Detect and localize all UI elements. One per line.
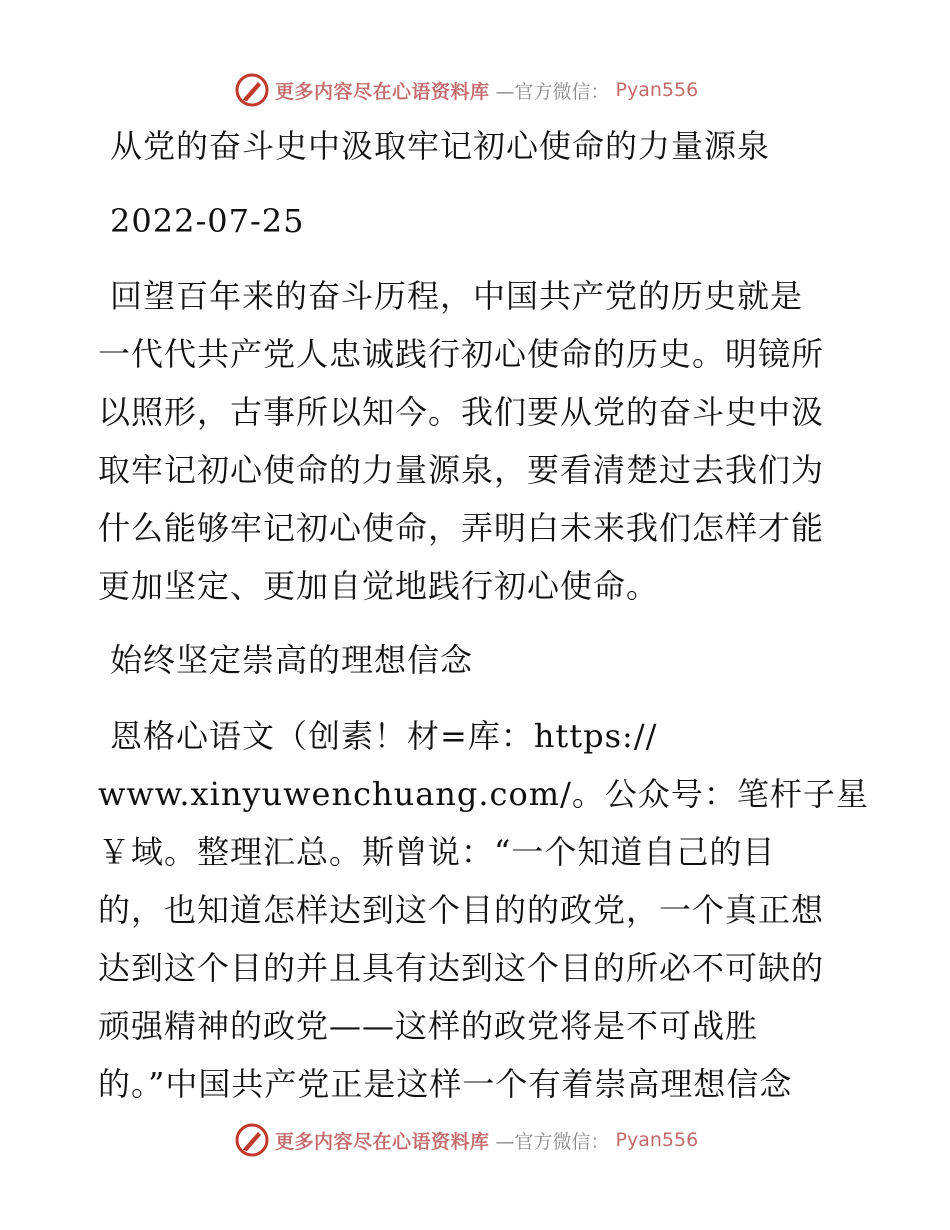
para2-line: 的，也知道怎样达到这个目的的政党，一个真正想 (98, 891, 825, 929)
para2-line: 达到这个目的并且具有达到这个目的所必不可缺的 (98, 949, 825, 987)
para2-line: ￥域。整理汇总。斯曾说：“一个知道自己的目 (98, 833, 776, 871)
banner-main-text: 更多内容尽在心语资料库 (275, 80, 490, 103)
para1-line: 更加坚定、更加自觉地践行初心使命。 (98, 567, 660, 605)
para1-line: 什么能够牢记初心使命，弄明白未来我们怎样才能 (98, 509, 825, 547)
banner-sub-text: —官方微信： (495, 1130, 610, 1153)
article-date: 2022-07-25 (110, 202, 305, 240)
header-banner (235, 72, 698, 108)
para2-line: www.xinyuwenchuang.com/。公众号：笔杆子星 (98, 775, 869, 813)
footer-banner (235, 1122, 698, 1158)
banner-main-text: 更多内容尽在心语资料库 (275, 1130, 490, 1153)
banner-wechat-id: Pyan556 (615, 79, 699, 101)
para2-line: 恩格心语文（创素！材=库：https:// (110, 717, 658, 755)
para1-line: 以照形，古事所以知今。我们要从党的奋斗史中汲 (98, 393, 825, 431)
para1-line: 回望百年来的奋斗历程，中国共产党的历史就是 (110, 277, 804, 315)
banner-wechat-id: Pyan556 (615, 1129, 699, 1151)
section-subheading: 始终坚定崇高的理想信念 (110, 641, 474, 679)
para2-line: 顽强精神的政党——这样的政党将是不可战胜 (98, 1007, 759, 1045)
pen-logo-icon (235, 1123, 269, 1157)
para1-line: 一代代共产党人忠诚践行初心使命的历史。明镜所 (98, 335, 825, 373)
banner-sub-text: —官方微信： (495, 80, 610, 103)
para2-line: 的。”中国共产党正是这样一个有着崇高理想信念 (98, 1065, 793, 1103)
article-title: 从党的奋斗史中汲取牢记初心使命的力量源泉 (110, 127, 771, 165)
para1-line: 取牢记初心使命的力量源泉，要看清楚过去我们为 (98, 451, 825, 489)
pen-logo-icon (235, 73, 269, 107)
